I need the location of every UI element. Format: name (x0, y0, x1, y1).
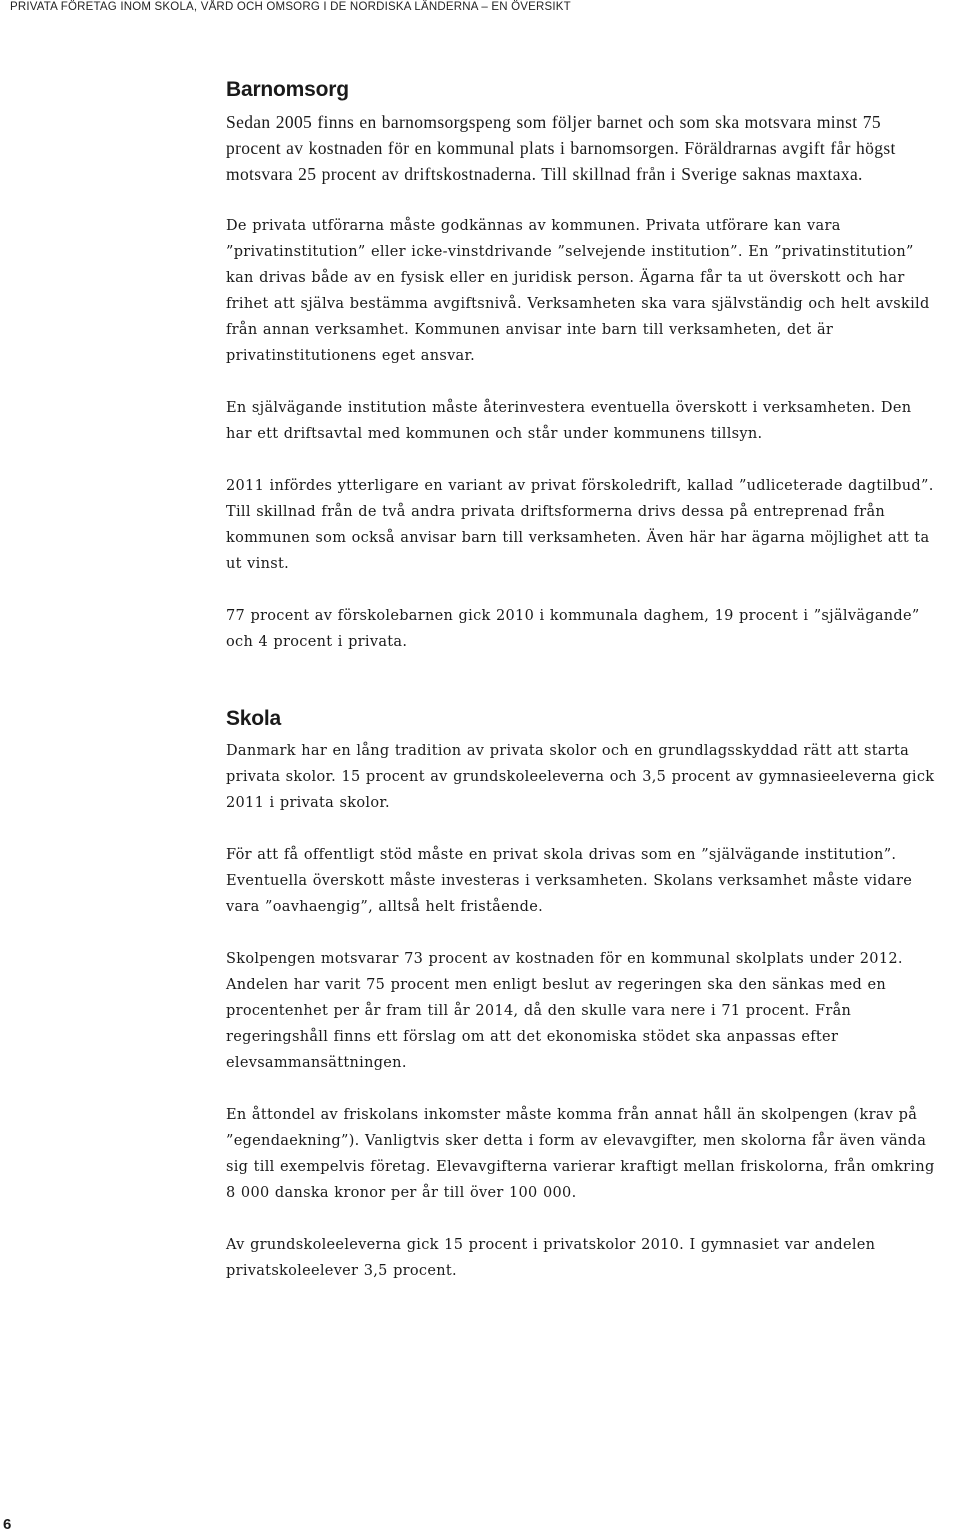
paragraph: Av grundskoleeleverna gick 15 procent i privatskolor 2010. I gymnasiet var andelen privatskoleelever 3,5 procent. (226, 1237, 876, 1279)
main-content (226, 76, 938, 1284)
running-header: PRIVATA FÖRETAG INOM SKOLA, VÅRD OCH OMSORG I DE NORDISKA LÄNDERNA – EN ÖVERSIKT (10, 1, 571, 13)
paragraph: För att få offentligt stöd måste en privat skola drivas som en ”självägande institution”. Eventuella överskott måste investeras i verksamheten. Skolans verksamhet måste vidare vara ”oavhaengig”, alltså helt fristående. (226, 847, 913, 915)
page-number: 6 (3, 1516, 12, 1533)
paragraph: En självägande institution måste återinvestera eventuella överskott i verksamheten. Den har ett driftsavtal med kommunen och står under kommunens tillsyn. (226, 400, 912, 442)
paragraph: Sedan 2005 finns en barnomsorgspeng som följer barnet och som ska motsvara minst 75 procent av kostnaden för en kommunal plats i barnomsorgen. Föräldrarnas avgift får högst motsvara 25 procent av driftskostnaderna. Till skillnad från i Sverige saknas maxtaxa. (226, 112, 896, 184)
paragraph: Danmark har en lång tradition av privata skolor och en grundlagsskyddad rätt att starta privata skolor. 15 procent av grundskoleeleverna och 3,5 procent av gymnasieeleverna gick 2011 i privata skolor. (226, 743, 935, 811)
paragraph: 2011 infördes ytterligare en variant av privat förskoledrift, kallad ”udliceterade dagtilbud”. Till skillnad från de två andra privata driftsformerna drivs dessa på entreprenad från kommunen som också anvisar barn till verksamheten. Även här har ägarna möjlighet att ta ut vinst. (226, 478, 934, 572)
section-heading-skola: Skola (226, 707, 282, 730)
paragraph: Skolpengen motsvarar 73 procent av kostnaden för en kommunal skolplats under 2012. Andelen har varit 75 procent men enligt beslut av regeringen ska den sänkas med en procentenhet per år fram till år 2014, då den skulle vara nere i 71 procent. Från regeringshåll finns ett förslag om att det ekonomiska stödet ska anpassas efter elevsammansättningen. (226, 951, 903, 1071)
paragraph: 77 procent av förskolebarnen gick 2010 i kommunala daghem, 19 procent i ”självägande” och 4 procent i privata. (226, 608, 920, 650)
paragraph: De privata utförarna måste godkännas av kommunen. Privata utförare kan vara ”privatinstitution” eller icke-vinstdrivande ”selvejende institution”. En ”privatinstitution” kan drivas både av en fysisk eller en juridisk person. Ägarna får ta ut överskott och har frihet att själva bestämma avgiftsnivå. Verksamheten ska vara självständig och helt avskild från annan verksamhet. Kommunen anvisar inte barn till verksamheten, det är privatinstitutionens eget ansvar. (226, 218, 930, 364)
paragraph: En åttondel av friskolans inkomster måste komma från annat håll än skolpengen (krav på ”egendaekning”). Vanligtvis sker detta i form av elevavgifter, men skolorna får även vända sig till exempelvis företag. Elevavgifterna varierar kraftigt mellan friskolorna, från omkring 8 000 danska kronor per år till över 100 000. (226, 1107, 935, 1201)
section-heading-barnomsorg: Barnomsorg (226, 78, 349, 101)
